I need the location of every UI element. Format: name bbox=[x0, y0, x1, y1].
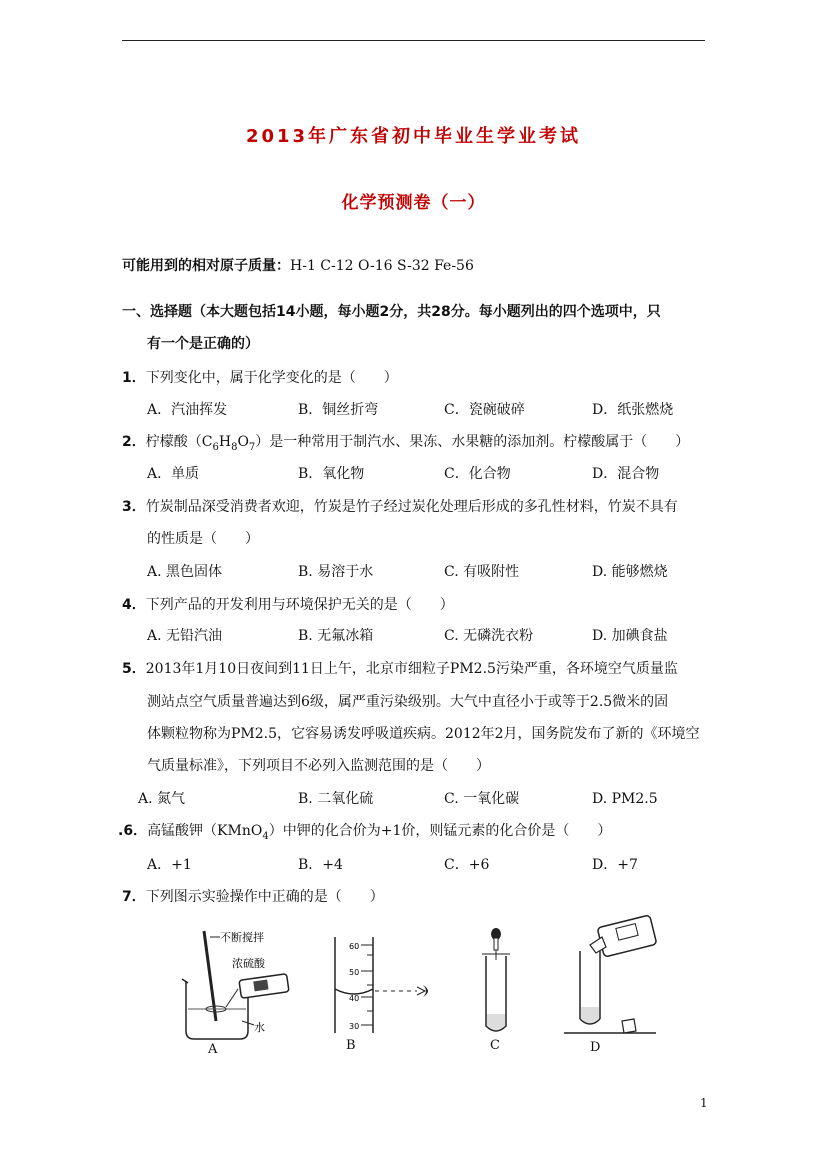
page-number: 1 bbox=[700, 1096, 708, 1110]
q1-option-d: D．纸张燃烧 bbox=[592, 402, 674, 418]
figure-a-dilution bbox=[170, 925, 290, 1060]
question-number: 1． bbox=[122, 370, 146, 386]
q3-option-b: B. 易溶于水 bbox=[298, 564, 374, 580]
q1-option-b: B．铜丝折弯 bbox=[298, 402, 379, 418]
q2-option-c: C．化合物 bbox=[444, 466, 511, 482]
question-number: 7． bbox=[122, 889, 146, 905]
label-stirring: 不断搅拌 bbox=[220, 931, 264, 944]
q4-option-b: B. 无氟冰箱 bbox=[298, 628, 374, 644]
q5-option-c: C. 一氧化碳 bbox=[444, 791, 520, 807]
question-text: 下列图示实验操作中正确的是（ ） bbox=[145, 889, 384, 905]
figure-b-cylinder bbox=[325, 935, 445, 1035]
q1-option-a: A．汽油挥发 bbox=[147, 402, 228, 418]
figure-label-d: D bbox=[590, 1040, 601, 1055]
q2-option-a: A．单质 bbox=[147, 466, 200, 482]
figure-label-c: C bbox=[490, 1038, 500, 1053]
q4-option-c: C. 无磷洗衣粉 bbox=[444, 628, 534, 644]
beaker bbox=[186, 981, 248, 1039]
atomic-masses bbox=[122, 256, 474, 276]
exam-subtitle: 化学预测卷（一） bbox=[341, 193, 486, 213]
question-number: 5． bbox=[122, 661, 146, 677]
tick-label: 60 bbox=[349, 942, 360, 951]
scale-ticks bbox=[361, 945, 373, 1025]
question-text: ）是一种常用于制汽水、果冻、水果糖的添加剂。柠檬酸属于（ ） bbox=[255, 434, 690, 450]
meniscus bbox=[335, 989, 373, 994]
section-heading-cont: 有一个是正确的） bbox=[147, 336, 259, 352]
arrow-head bbox=[417, 987, 425, 995]
tick-label: 40 bbox=[349, 994, 360, 1003]
q2-option-b: B．氧化物 bbox=[298, 466, 365, 482]
question-number: .6． bbox=[118, 823, 148, 839]
formula-sub: 4 bbox=[262, 830, 269, 842]
formula-part: 柠檬酸（C bbox=[145, 434, 213, 450]
question-5-line: 体颗粒物称为PM2.5，它容易诱发呼吸道疾病。2012年2月，国务院发布了新的《环境空 bbox=[147, 726, 700, 742]
figure-c-dropper bbox=[474, 928, 524, 1038]
atomic-masses-label: 可能用到的相对原子质量： bbox=[122, 258, 290, 274]
question-2 bbox=[122, 432, 689, 458]
question-text: 下列产品的开发利用与环境保护无关的是（ ） bbox=[145, 597, 454, 613]
q5-option-b: B. 二氧化硫 bbox=[298, 791, 374, 807]
formula-sub: 8 bbox=[231, 441, 238, 453]
figure-d-pouring bbox=[560, 915, 670, 1040]
beaker-spout bbox=[182, 979, 188, 983]
q2-option-d: D．混合物 bbox=[592, 466, 660, 482]
section-heading: 一、选择题（本大题包括14小题，每小题2分，共28分。每小题列出的四个选项中，只 bbox=[122, 304, 661, 320]
question-6 bbox=[118, 821, 611, 847]
question-5-line: 气质量标准》，下列项目不必列入监测范围的是（ ） bbox=[147, 758, 490, 774]
question-5-line: 测站点空气质量普遍达到6级，属严重污染级别。大气中直径小于或等于2.5微米的固 bbox=[147, 694, 669, 710]
question-1 bbox=[122, 368, 398, 388]
question-3-cont: 的性质是（ ） bbox=[147, 531, 259, 547]
label-acid: 浓硫酸 bbox=[232, 957, 265, 970]
q3-option-d: D. 能够燃烧 bbox=[592, 564, 668, 580]
question-text: 2013年1月10日夜间到11日上午，北京市细粒子PM2.5污染严重，各环境空气质量监 bbox=[145, 661, 678, 677]
q3-option-c: C. 有吸附性 bbox=[444, 564, 520, 580]
question-number: 2． bbox=[122, 434, 146, 450]
question-text: ）中钾的化合价为+1价，则锰元素的化合价是（ ） bbox=[268, 823, 612, 839]
top-rule bbox=[122, 40, 705, 41]
bottle-stopper bbox=[622, 1019, 636, 1033]
q5-option-d: D. PM2.5 bbox=[592, 791, 658, 807]
question-5 bbox=[122, 659, 678, 679]
question-4 bbox=[122, 595, 454, 615]
question-number: 4． bbox=[122, 597, 146, 613]
acid-stream bbox=[226, 989, 238, 1007]
label-water: 水 bbox=[254, 1021, 265, 1034]
atomic-masses-values: H-1 C-12 O-16 S-32 Fe-56 bbox=[290, 258, 474, 274]
liquid bbox=[581, 1007, 599, 1023]
formula-part: 高锰酸钾（KMnO bbox=[147, 823, 263, 839]
question-3 bbox=[122, 497, 678, 517]
stirring-rod bbox=[204, 931, 216, 1021]
question-7 bbox=[122, 887, 384, 907]
q4-option-d: D. 加碘食盐 bbox=[592, 628, 668, 644]
tick-label: 30 bbox=[349, 1022, 360, 1031]
question-text: 下列变化中，属于化学变化的是（ ） bbox=[145, 370, 398, 386]
q3-option-a: A. 黑色固体 bbox=[147, 564, 223, 580]
formula-part: H bbox=[218, 434, 232, 450]
q5-option-a: A. 氮气 bbox=[138, 791, 186, 807]
q6-option-d: D．+7 bbox=[592, 857, 638, 873]
figure-label-b: B bbox=[346, 1038, 356, 1053]
liquid bbox=[487, 1014, 505, 1030]
q6-option-c: C．+6 bbox=[444, 857, 490, 873]
tick-label: 50 bbox=[349, 968, 360, 977]
q4-option-a: A. 无铅汽油 bbox=[147, 628, 223, 644]
bottle-label bbox=[253, 980, 268, 992]
q6-option-a: A．+1 bbox=[147, 857, 192, 873]
dropper-tube bbox=[494, 938, 498, 950]
figure-label-a: A bbox=[208, 1042, 218, 1057]
formula-sub: 6 bbox=[212, 441, 219, 453]
formula-sub: 7 bbox=[248, 441, 256, 453]
q6-option-b: B．+4 bbox=[298, 857, 343, 873]
formula-part: O bbox=[237, 434, 249, 450]
q1-option-c: C．瓷碗破碎 bbox=[444, 402, 525, 418]
question-number: 3． bbox=[122, 499, 146, 515]
question-text: 竹炭制品深受消费者欢迎，竹炭是竹子经过炭化处理后形成的多孔性材料，竹炭不具有 bbox=[145, 499, 678, 515]
exam-title: 2013年广东省初中毕业生学业考试 bbox=[245, 126, 582, 147]
